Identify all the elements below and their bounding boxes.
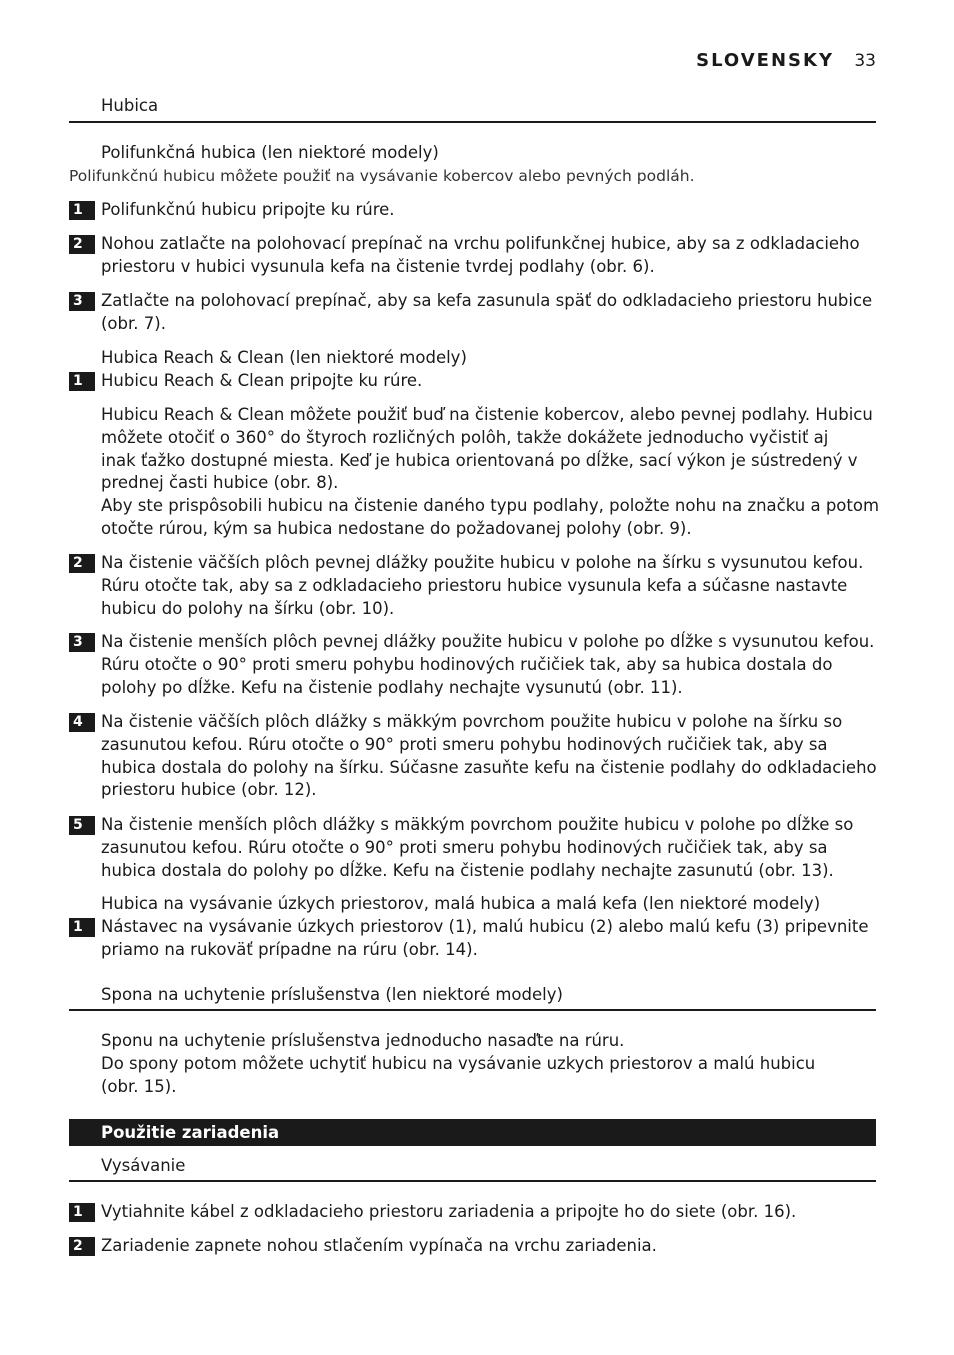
section-rule — [69, 121, 876, 123]
step-text: priestoru v hubici vysunula kefa na čistenie tvrdej podlahy (obr. 6). — [101, 256, 655, 276]
section-title-vysavanie: Vysávanie — [101, 1156, 186, 1175]
step-number: 5 — [69, 816, 95, 835]
step-number: 1 — [69, 372, 95, 391]
section-bar-pouzitie: Použitie zariadenia — [69, 1119, 876, 1146]
step-text: priamo na rukoväť prípadne na rúru (obr. 14). — [101, 939, 478, 959]
step-item — [73, 916, 881, 962]
step-number: 3 — [69, 633, 95, 652]
step-text: Na čistenie väčších plôch pevnej dlážky použite hubicu v polohe na šírku s vysunutou kefou. — [101, 553, 864, 572]
step-text: Rúru otočte o 90° proti smeru pohybu hodinových ručičiek tak, aby sa hubica dostala do — [101, 654, 833, 674]
section-title-spona: Spona na uchytenie príslušenstva (len niektoré modely) — [101, 985, 563, 1004]
subtitle-polifunkcna: Polifunkčná hubica (len niektoré modely) — [101, 143, 439, 162]
step-number: 2 — [69, 235, 95, 254]
step-text: hubica dostala do polohy na šírku. Súčasne zasuňte kefu na čistenie podlahy do odkladacieho — [101, 757, 877, 777]
step-item — [73, 1201, 881, 1224]
step-item — [73, 199, 881, 222]
step-number: 2 — [69, 554, 95, 573]
step-item — [73, 233, 881, 279]
step-number: 1 — [69, 201, 95, 220]
step-text: Polifunkčnú hubicu pripojte ku rúre. — [101, 200, 395, 219]
step-number: 3 — [69, 292, 95, 311]
step-text: Hubicu Reach & Clean pripojte ku rúre. — [101, 371, 423, 390]
step-item — [73, 290, 881, 336]
step-item — [73, 552, 881, 620]
paragraph-line: (obr. 15). — [101, 1076, 177, 1096]
paragraph-line: prednej časti hubice (obr. 8). — [101, 473, 339, 493]
paragraph-line: Hubicu Reach & Clean môžete použiť buď na čistenie kobercov, alebo pevnej podlahy. Hubicu — [101, 405, 873, 424]
paragraph-reach-clean — [101, 404, 881, 541]
paragraph-line: inak ťažko dostupné miesta. Keď je hubica orientovaná po dĺžke, sací výkon je sústredený v — [101, 450, 858, 470]
paragraph-spona — [101, 1030, 881, 1098]
step-text: Na čistenie menších plôch dlážky s mäkkým povrchom použite hubicu v polohe po dĺžke so — [101, 815, 854, 834]
step-number: 1 — [69, 1203, 95, 1222]
step-text: hubica dostala do polohy po dĺžke. Kefu na čistenie podlahy nechajte zasunutú (obr. 13). — [101, 860, 834, 880]
page-number: 33 — [854, 51, 876, 71]
step-text: zasunutou kefou. Rúru otočte o 90° proti smeru pohybu hodinových ručičiek tak, aby sa — [101, 837, 828, 857]
header-language: SLOVENSKY — [696, 50, 834, 71]
step-number: 2 — [69, 1237, 95, 1256]
step-text: Zariadenie zapnete nohou stlačením vypínača na vrchu zariadenia. — [101, 1236, 657, 1255]
section-rule — [69, 1009, 876, 1011]
section-title-hubica: Hubica — [101, 96, 159, 115]
step-text: Na čistenie menších plôch pevnej dlážky použite hubicu v polohe po dĺžke s vysunutou kefou. — [101, 632, 875, 651]
step-text: Nástavec na vysávanie úzkych priestorov (1), malú hubicu (2) alebo malú kefu (3) pripevnite — [101, 917, 869, 936]
step-item — [73, 814, 881, 882]
step-number: 4 — [69, 713, 95, 732]
step-text: Vytiahnite kábel z odkladacieho priestoru zariadenia a pripojte ho do siete (obr. 16). — [101, 1202, 797, 1221]
subtitle-reach-clean: Hubica Reach & Clean (len niektoré modely) — [101, 348, 467, 367]
step-item — [73, 631, 881, 699]
step-text: zasunutou kefou. Rúru otočte o 90° proti smeru pohybu hodinových ručičiek tak, aby sa — [101, 734, 828, 754]
step-text: Zatlačte na polohovací prepínač, aby sa kefa zasunula späť do odkladacieho priestoru hubice — [101, 291, 873, 310]
paragraph-line: môžete otočiť o 360° do štyroch rozličných polôh, takže dokážete jednoducho vyčistiť aj — [101, 427, 829, 447]
step-text: priestoru hubice (obr. 12). — [101, 780, 317, 800]
step-item — [73, 1235, 881, 1258]
lead-polifunkcna: Polifunkčnú hubicu môžete použiť na vysávanie kobercov alebo pevných podláh. — [69, 167, 695, 185]
paragraph-line: Aby ste prispôsobili hubicu na čistenie daného typu podlahy, položte nohu na značku a potom — [101, 496, 880, 516]
step-item — [73, 370, 881, 393]
step-text: Na čistenie väčších plôch dlážky s mäkkým povrchom použite hubicu v polohe na šírku so — [101, 712, 843, 731]
paragraph-line: Do spony potom môžete uchytiť hubicu na vysávanie uzkych priestorov a malú hubicu — [101, 1053, 816, 1073]
subtitle-uzke-priestory: Hubica na vysávanie úzkych priestorov, malá hubica a malá kefa (len niektoré modely) — [101, 894, 821, 913]
step-number: 1 — [69, 918, 95, 937]
section-rule — [69, 1180, 876, 1182]
step-text: Nohou zatlačte na polohovací prepínač na vrchu polifunkčnej hubice, aby sa z odkladacieho — [101, 234, 860, 253]
step-item — [73, 711, 881, 802]
step-text: (obr. 7). — [101, 313, 166, 333]
step-text: Rúru otočte tak, aby sa z odkladacieho priestoru hubice vysunula kefa a súčasne nastavte — [101, 575, 848, 595]
paragraph-line: otočte rúrou, kým sa hubica nedostane do požadovanej polohy (obr. 9). — [101, 518, 692, 538]
step-text: hubicu do polohy na šírku (obr. 10). — [101, 598, 395, 618]
paragraph-line: Sponu na uchytenie príslušenstva jednoducho nasaďte na rúru. — [101, 1031, 625, 1050]
step-text: polohy po dĺžke. Kefu na čistenie podlahy nechajte vysunutú (obr. 11). — [101, 677, 683, 697]
